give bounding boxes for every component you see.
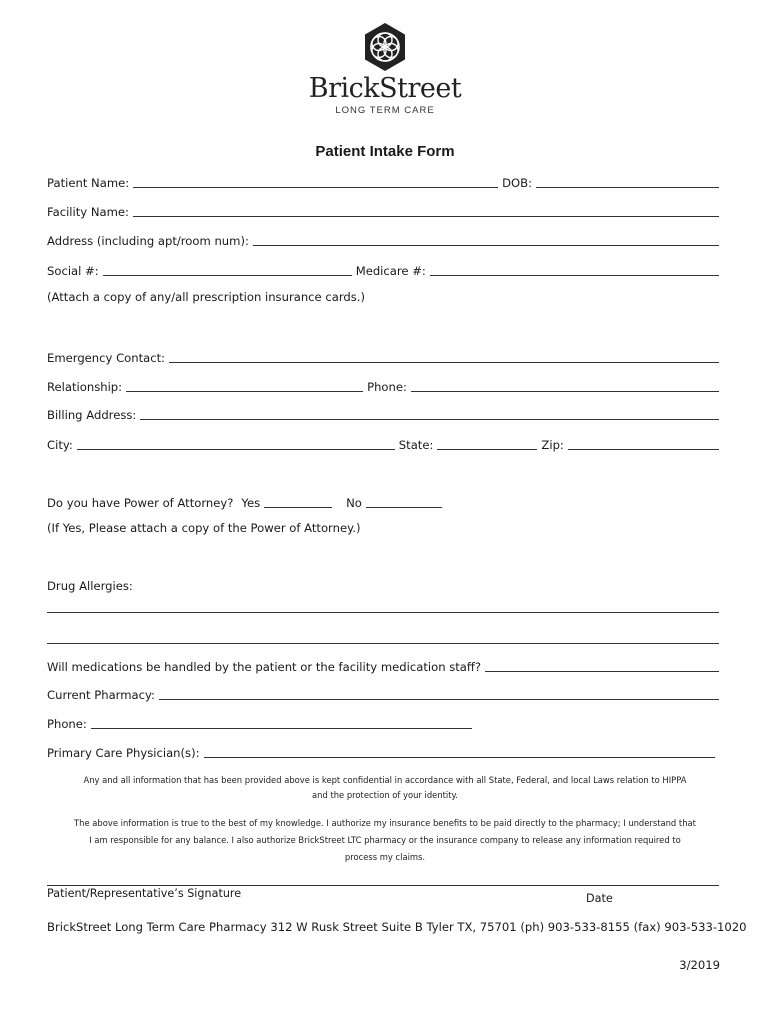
power-of-attorney-row [47,492,447,510]
social-label: Social #: [47,264,99,278]
emergency-contact-row [47,347,719,365]
billing-address-row [47,404,719,422]
dob-field[interactable] [536,187,719,188]
billing-address-field[interactable] [140,419,719,420]
pharmacy-contact-footer: BrickStreet Long Term Care Pharmacy 312 W Rusk Street Suite B Tyler TX, 75701 (ph) 903-533-8155 (fax) 903-533-1020 [47,920,747,934]
phone-field[interactable] [411,391,719,392]
medicare-label: Medicare #: [355,264,426,278]
drug-allergies-field-2[interactable] [47,643,719,644]
revision-date: 3/2019 [679,958,720,972]
brand-name: BrickStreet [308,73,462,104]
signature-label: Patient/Representative’s Signature [47,887,242,900]
signature-field[interactable] [47,885,719,886]
patient-name-label: Patient Name: [47,176,130,190]
drug-allergies-label: Drug Allergies: [47,579,133,593]
consent-line-1: The above information is true to the best of my knowledge. I authorize my insurance benefits to be paid directly to the pharmacy; I understand that [74,818,696,828]
consent-line-3: process my claims. [344,852,426,862]
facility-name-label: Facility Name: [47,205,129,219]
consent-statement [30,815,740,866]
current-pharmacy-row [47,684,719,702]
current-pharmacy-label: Current Pharmacy: [47,688,155,702]
emergency-contact-field[interactable] [169,362,719,363]
pharmacy-phone-field[interactable] [91,728,472,729]
poa-no-label: No [346,496,362,510]
poa-yes-label: Yes [241,496,261,510]
city-state-zip-row [47,434,719,452]
state-label: State: [398,438,434,452]
address-row [47,230,719,248]
facility-name-row [47,201,719,219]
primary-care-label: Primary Care Physician(s): [47,746,200,760]
dob-label: DOB: [502,176,532,190]
medications-handling-row [47,656,719,674]
flower-of-life-icon [361,22,409,72]
city-label: City: [47,438,73,452]
poa-note: (If Yes, Please attach a copy of the Power of Attorney.) [47,521,361,535]
poa-question: Do you have Power of Attorney? [47,496,234,510]
relationship-label: Relationship: [47,380,123,394]
primary-care-field[interactable] [204,757,715,758]
medicare-field[interactable] [430,275,719,276]
privacy-notice [40,773,730,803]
insurance-card-note: (Attach a copy of any/all prescription insurance cards.) [47,290,366,304]
social-field[interactable] [103,275,352,276]
brand-tagline: LONG TERM CARE [335,105,435,116]
pharmacy-phone-label: Phone: [47,717,87,731]
primary-care-row [47,742,715,760]
poa-no-field[interactable] [366,507,442,508]
emergency-contact-label: Emergency Contact: [47,351,166,365]
zip-label: Zip: [541,438,564,452]
privacy-line-1: Any and all information that has been provided above is kept confidential in accordance with all State, Federal, and local Laws relation to HIPPA [83,775,687,785]
zip-field[interactable] [568,449,719,450]
privacy-line-2: and the protection of your identity. [312,790,458,800]
medications-handling-field[interactable] [485,671,719,672]
form-title: Patient Intake Form [315,143,455,160]
address-label: Address (including apt/room num): [47,234,249,248]
patient-name-row [47,172,719,190]
patient-name-field[interactable] [133,187,498,188]
billing-address-label: Billing Address: [47,408,137,422]
address-field[interactable] [253,245,719,246]
brand-logo [0,22,770,116]
relationship-field[interactable] [126,391,363,392]
poa-yes-field[interactable] [264,507,332,508]
relationship-phone-row [47,376,719,394]
social-medicare-row [47,260,719,278]
medications-question: Will medications be handled by the patient or the facility medication staff? [47,660,482,674]
phone-label: Phone: [367,380,407,394]
consent-line-2: I am responsible for any balance. I also authorize BrickStreet LTC pharmacy or the insurance company to release any information required to [89,835,681,845]
date-label: Date [586,892,613,905]
state-field[interactable] [437,449,537,450]
drug-allergies-field-1[interactable] [47,612,719,613]
city-field[interactable] [77,449,395,450]
pharmacy-phone-row [47,713,472,731]
facility-name-field[interactable] [133,216,719,217]
current-pharmacy-field[interactable] [159,699,719,700]
